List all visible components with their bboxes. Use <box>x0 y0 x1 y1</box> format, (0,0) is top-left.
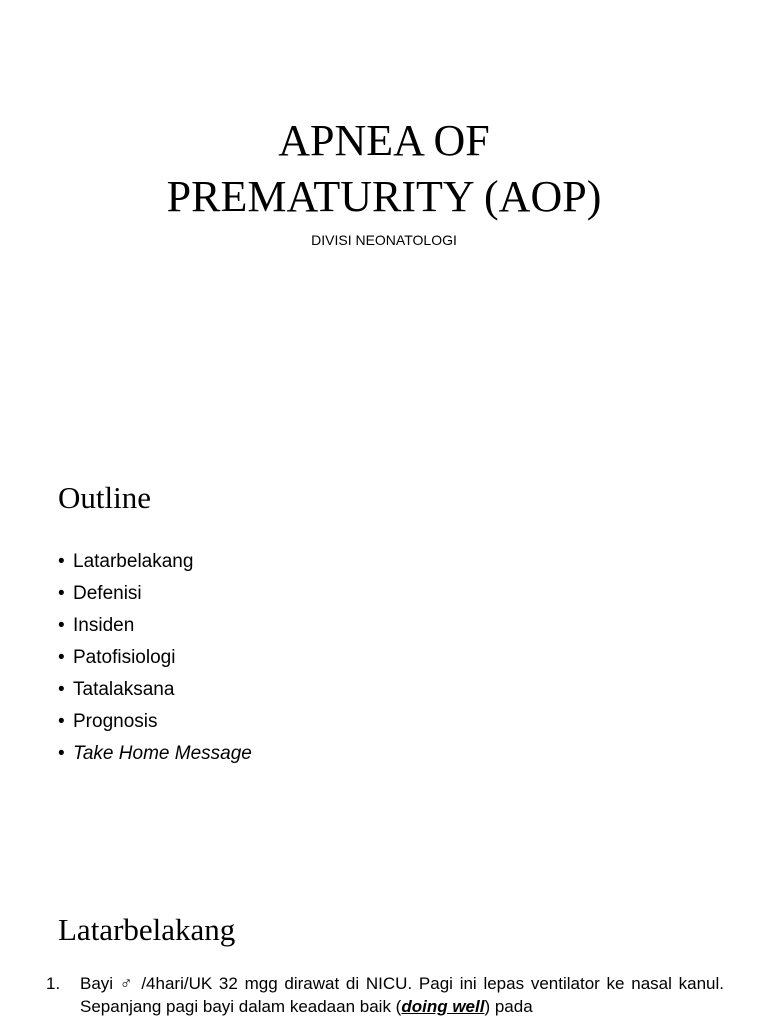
bullet-icon: • <box>58 743 65 764</box>
item-number: 1. <box>46 974 61 993</box>
title-slide <box>0 0 768 440</box>
case-text-end: ) pada <box>484 997 533 1016</box>
presentation-title <box>0 113 768 225</box>
outline-slide <box>0 440 768 850</box>
outline-item-label: Patofisiologi <box>73 647 176 668</box>
outline-heading: Outline <box>58 480 151 515</box>
outline-item-label: Defenisi <box>73 583 142 604</box>
case-paragraph <box>80 972 724 1018</box>
outline-item-label: Insiden <box>73 615 135 636</box>
bullet-icon: • <box>58 647 65 668</box>
outline-item <box>58 738 252 770</box>
title-line-2: PREMATURITY (AOP) <box>166 172 602 221</box>
outline-item <box>58 578 252 610</box>
presentation-subtitle: DIVISI NEONATOLOGI <box>311 232 457 248</box>
bullet-icon: • <box>58 615 65 636</box>
bullet-icon: • <box>58 679 65 700</box>
outline-list <box>58 546 252 770</box>
outline-item <box>58 610 252 642</box>
background-heading: Latarbelakang <box>58 912 236 947</box>
outline-item <box>58 674 252 706</box>
bullet-icon: • <box>58 711 65 732</box>
bullet-icon: • <box>58 551 65 572</box>
title-line-1: APNEA OF <box>278 116 490 165</box>
case-text-emphasis: doing well <box>401 997 485 1016</box>
outline-item <box>58 706 252 738</box>
outline-item-label: Prognosis <box>73 711 158 732</box>
outline-item-label: Tatalaksana <box>73 679 175 700</box>
outline-item <box>58 642 252 674</box>
outline-item <box>58 546 252 578</box>
outline-item-label: Latarbelakang <box>73 551 194 572</box>
bullet-icon: • <box>58 583 65 604</box>
background-slide <box>0 850 768 1024</box>
outline-item-label: Take Home Message <box>73 743 252 764</box>
case-text-start: Bayi ♂ /4hari/UK 32 mgg dirawat di NICU. Pagi ini lepas ventilator ke nasal kanul. Sepanjang pagi bayi dalam keadaan baik ( <box>80 974 724 1016</box>
